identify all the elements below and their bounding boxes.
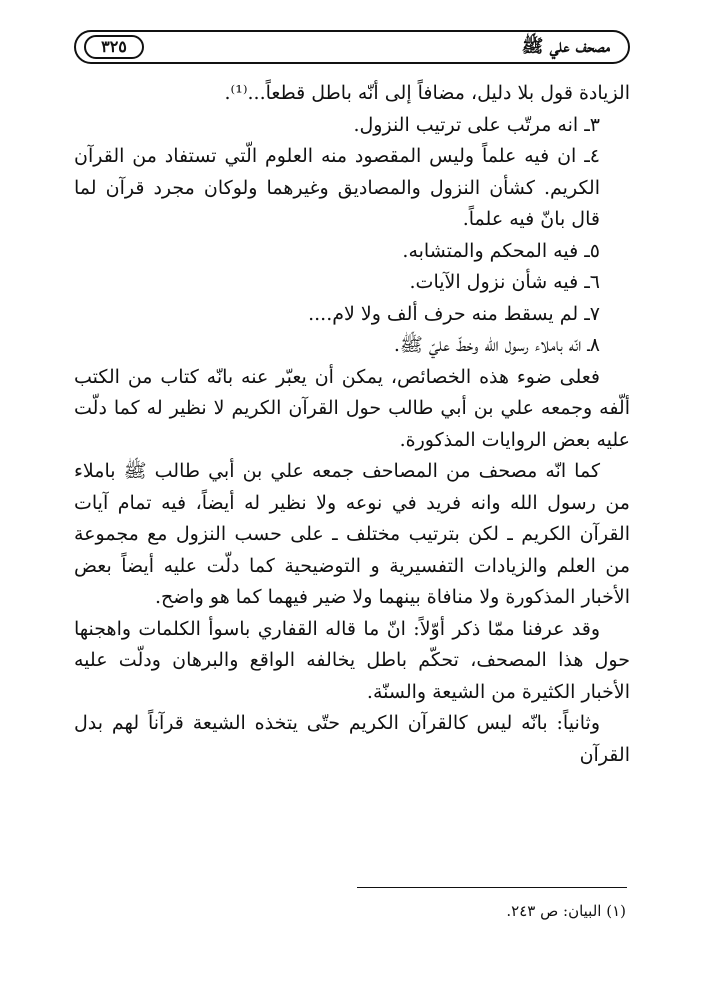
- list-item-4: ٤ـ ان فيه علماً وليس المقصود منه العلوم الّتي تستفاد من القرآن الكريم. كشأن النزول والمصاديق وغيرهما ولوكان مجرد قرآن لما قال بانّ فيه علماً.: [74, 145, 600, 230]
- list-item-8: ٨ـ انّه باملاء رسول الله وخطّ عليّ ﷺ.: [393, 334, 600, 356]
- footnote-divider: [357, 887, 627, 888]
- list-item-6: ٦ـ فيه شأن نزول الآيات.: [409, 271, 600, 293]
- list-item-7: ٧ـ لم يسقط منه حرف ألف ولا لام....: [308, 302, 600, 325]
- list-item-5: ٥ـ فيه المحكم والمتشابه.: [402, 239, 600, 262]
- paragraph-continuation: الزيادة قول بلا دليل، مضافاً إلى أنّه باطل قطعاً...⁽¹⁾.: [224, 82, 630, 104]
- page-number: ٣٢٥: [84, 35, 144, 59]
- paragraph-mushaf: كما انّه مصحف من المصاحف جمعه علي بن أبي طالب ﷺ باملاء من رسول الله وانه فريد في نوعه ولا نظير له أيضاً، فيه تمام آيات القرآن الكريم ـ لكن بترتيب مختلف ـ على حسب النزول مع مجموعة من العلم والزيادات التفسيرية و التوضيحية كما دلّت عليه أيضاً بعض الأخبار المذكورة ولا منافاة بينهما ولا ضير فيهما كما هو واضح.: [74, 460, 630, 608]
- paragraph-first: وقد عرفنا ممّا ذكر أوّلاً: انّ ما قاله القفاري باسوأ الكلمات واهجنها حول هذا المصحف، تحكّم باطل يخالفه الواقع والبرهان ودلّت عليه الأخبار الكثيرة من الشيعة والسنّة.: [74, 617, 630, 703]
- footnote: (١) البيان: ص ٢٤٣.: [506, 902, 626, 920]
- list-item-3: ٣ـ انه مرتّب على ترتيب النزول.: [353, 113, 600, 136]
- paragraph-second: وثانياً: بانّه ليس كالقرآن الكريم حتّى يتخذه الشيعة قرآناً لهم بدل القرآن: [74, 712, 630, 766]
- paragraph-characteristics: فعلى ضوء هذه الخصائص، يمكن أن يعبّر عنه بانّه كتاب من الكتب ألّفه وجمعه علي بن أبي طالب حول القرآن الكريم لا نظير له كما دلّت عليه بعض الروايات المذكورة.: [74, 365, 630, 451]
- header-title: مصحف علي ﷺ: [521, 36, 610, 57]
- page-header: [74, 30, 630, 64]
- body-text: [74, 78, 630, 771]
